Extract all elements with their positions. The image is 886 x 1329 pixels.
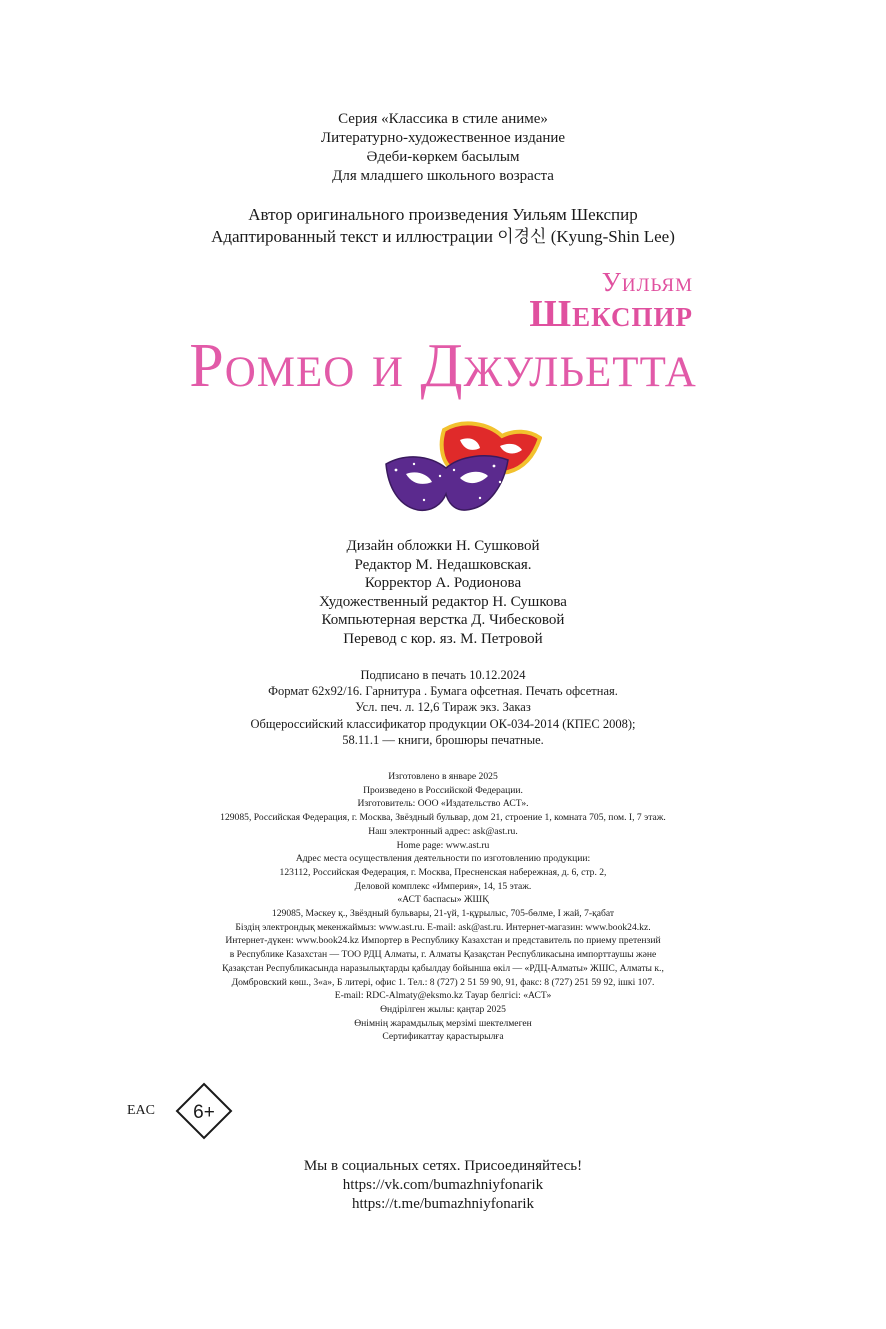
imprint-line: Наш электронный адрес: ask@ast.ru. bbox=[368, 825, 518, 837]
imprint-line: 129085, Мәскеу қ., Звёздный бульвары, 21-үй, 1-құрылыс, 705-бөлме, I жай, 7-қабат bbox=[271, 908, 615, 920]
print-info-line: Формат 62х92/16. Гарнитура . Бумага офсетная. Печать офсетная. bbox=[268, 684, 618, 699]
social-block bbox=[0, 1157, 886, 1214]
credit-line: Редактор М. Недашковская. bbox=[354, 556, 532, 573]
social-invite-line: Мы в социальных сетях. Присоединяйтесь! bbox=[303, 1158, 583, 1174]
imprint-line: Домбровский көш., 3«а», Б литері, офис 1. Тел.: 8 (727) 2 51 59 90, 91, факс: 8 (727) 251 59 92, ішкі 107. bbox=[231, 976, 655, 988]
authors-block bbox=[0, 204, 886, 248]
telegram-link[interactable]: https://t.me/bumazhniyfonarik bbox=[351, 1196, 535, 1212]
imprint-line: Произведено в Российской Федерации. bbox=[363, 784, 523, 796]
series-line: Серия «Классика в стиле аниме» bbox=[338, 111, 548, 127]
print-info-line: 58.11.1 — книги, брошюры печатные. bbox=[342, 732, 544, 747]
credit-line: Перевод с кор. яз. М. Петровой bbox=[343, 630, 543, 647]
author-heading bbox=[529, 267, 693, 335]
imprint-line: 129085, Российская Федерация, г. Москва, Звёздный бульвар, дом 21, строение 1, комната 705, пом. I, 7 этаж. bbox=[220, 812, 666, 824]
book-title: Ромео и Джульетта bbox=[189, 332, 697, 400]
credit-line: Корректор А. Родионова bbox=[364, 575, 522, 591]
eac-mark: EAC bbox=[127, 1103, 155, 1118]
imprint-line: «АСТ баспасы» ЖШҚ bbox=[397, 894, 489, 906]
edition-type-kz-line: Әдеби-көркем басылым bbox=[366, 149, 520, 165]
print-info-block bbox=[0, 667, 886, 748]
imprint-line: Home page: www.ast.ru bbox=[396, 839, 490, 851]
imprint-line: E-mail: RDC-Almaty@eksmo.kz Тауар белгісі: «АСТ» bbox=[334, 990, 552, 1002]
carnival-masks-icon bbox=[384, 416, 542, 514]
original-author-line: Автор оригинального произведения Уильям Шекспир bbox=[248, 205, 638, 224]
print-info-line: Усл. печ. л. 12,6 Тираж экз. Заказ bbox=[355, 700, 531, 715]
imprint-block bbox=[0, 770, 886, 1044]
imprint-line: Қазақстан Республикасында наразылықтарды қабылдау бойынша өкіл — «РДЦ-Алматы» ЖШС, Алматы к., bbox=[222, 962, 664, 974]
author-last-name: Шекспир bbox=[529, 293, 693, 335]
print-info-line: Подписано в печать 10.12.2024 bbox=[360, 668, 526, 682]
imprint-line: Біздің электрондық мекенжаймыз: www.ast.ru. E-mail: ask@ast.ru. Интернет-магазин: www.book24.kz. bbox=[235, 921, 651, 933]
edition-type-line: Литературно-художественное издание bbox=[320, 130, 566, 146]
imprint-line: Деловой комплекс «Империя», 14, 15 этаж. bbox=[354, 880, 532, 892]
age-group-line: Для младшего школьного возраста bbox=[332, 168, 554, 184]
vk-link[interactable]: https://vk.com/bumazhniyfonarik bbox=[342, 1177, 544, 1193]
age-rating-text: 6+ bbox=[193, 1102, 215, 1123]
credit-line: Дизайн обложки Н. Сушковой bbox=[346, 538, 540, 554]
age-rating-diamond-icon bbox=[175, 1082, 233, 1140]
credit-line: Компьютерная верстка Д. Чибесковой bbox=[321, 612, 565, 628]
author-first-name: Уильям bbox=[601, 267, 693, 297]
adaptation-author-line: Адаптированный текст и иллюстрации 이경신 (Kyung-Shin Lee) bbox=[211, 227, 675, 246]
imprint-line: 123112, Российская Федерация, г. Москва, Пресненская набережная, д. 6, стр. 2, bbox=[279, 866, 607, 878]
imprint-line: Сертификаттау қарастырылға bbox=[382, 1031, 504, 1043]
print-info-line: Общероссийский классификатор продукции ОК-034-2014 (КПЕС 2008); bbox=[250, 716, 636, 731]
imprint-line: Өнімнің жарамдылық мерзімі шектелмеген bbox=[354, 1017, 532, 1029]
credit-line: Художественный редактор Н. Сушкова bbox=[319, 593, 567, 610]
imprint-line: Изготовлено в январе 2025 bbox=[388, 771, 498, 782]
imprint-line: Интернет-дүкен: www.book24.kz Импортер в Республику Казахстан и представитель по приему претензий bbox=[225, 935, 661, 947]
credits-block bbox=[0, 537, 886, 648]
imprint-line: Изготовитель: ООО «Издательство АСТ». bbox=[357, 798, 529, 810]
imprint-line: Адрес места осуществления деятельности по изготовлению продукции: bbox=[295, 853, 591, 865]
series-block bbox=[0, 110, 886, 186]
imprint-line: Өндірілген жылы: қаңтар 2025 bbox=[380, 1003, 506, 1015]
imprint-line: в Республике Казахстан — ТОО РДЦ Алматы, г. Алматы Қазақстан Республикасына импорттаушы және bbox=[229, 949, 657, 961]
